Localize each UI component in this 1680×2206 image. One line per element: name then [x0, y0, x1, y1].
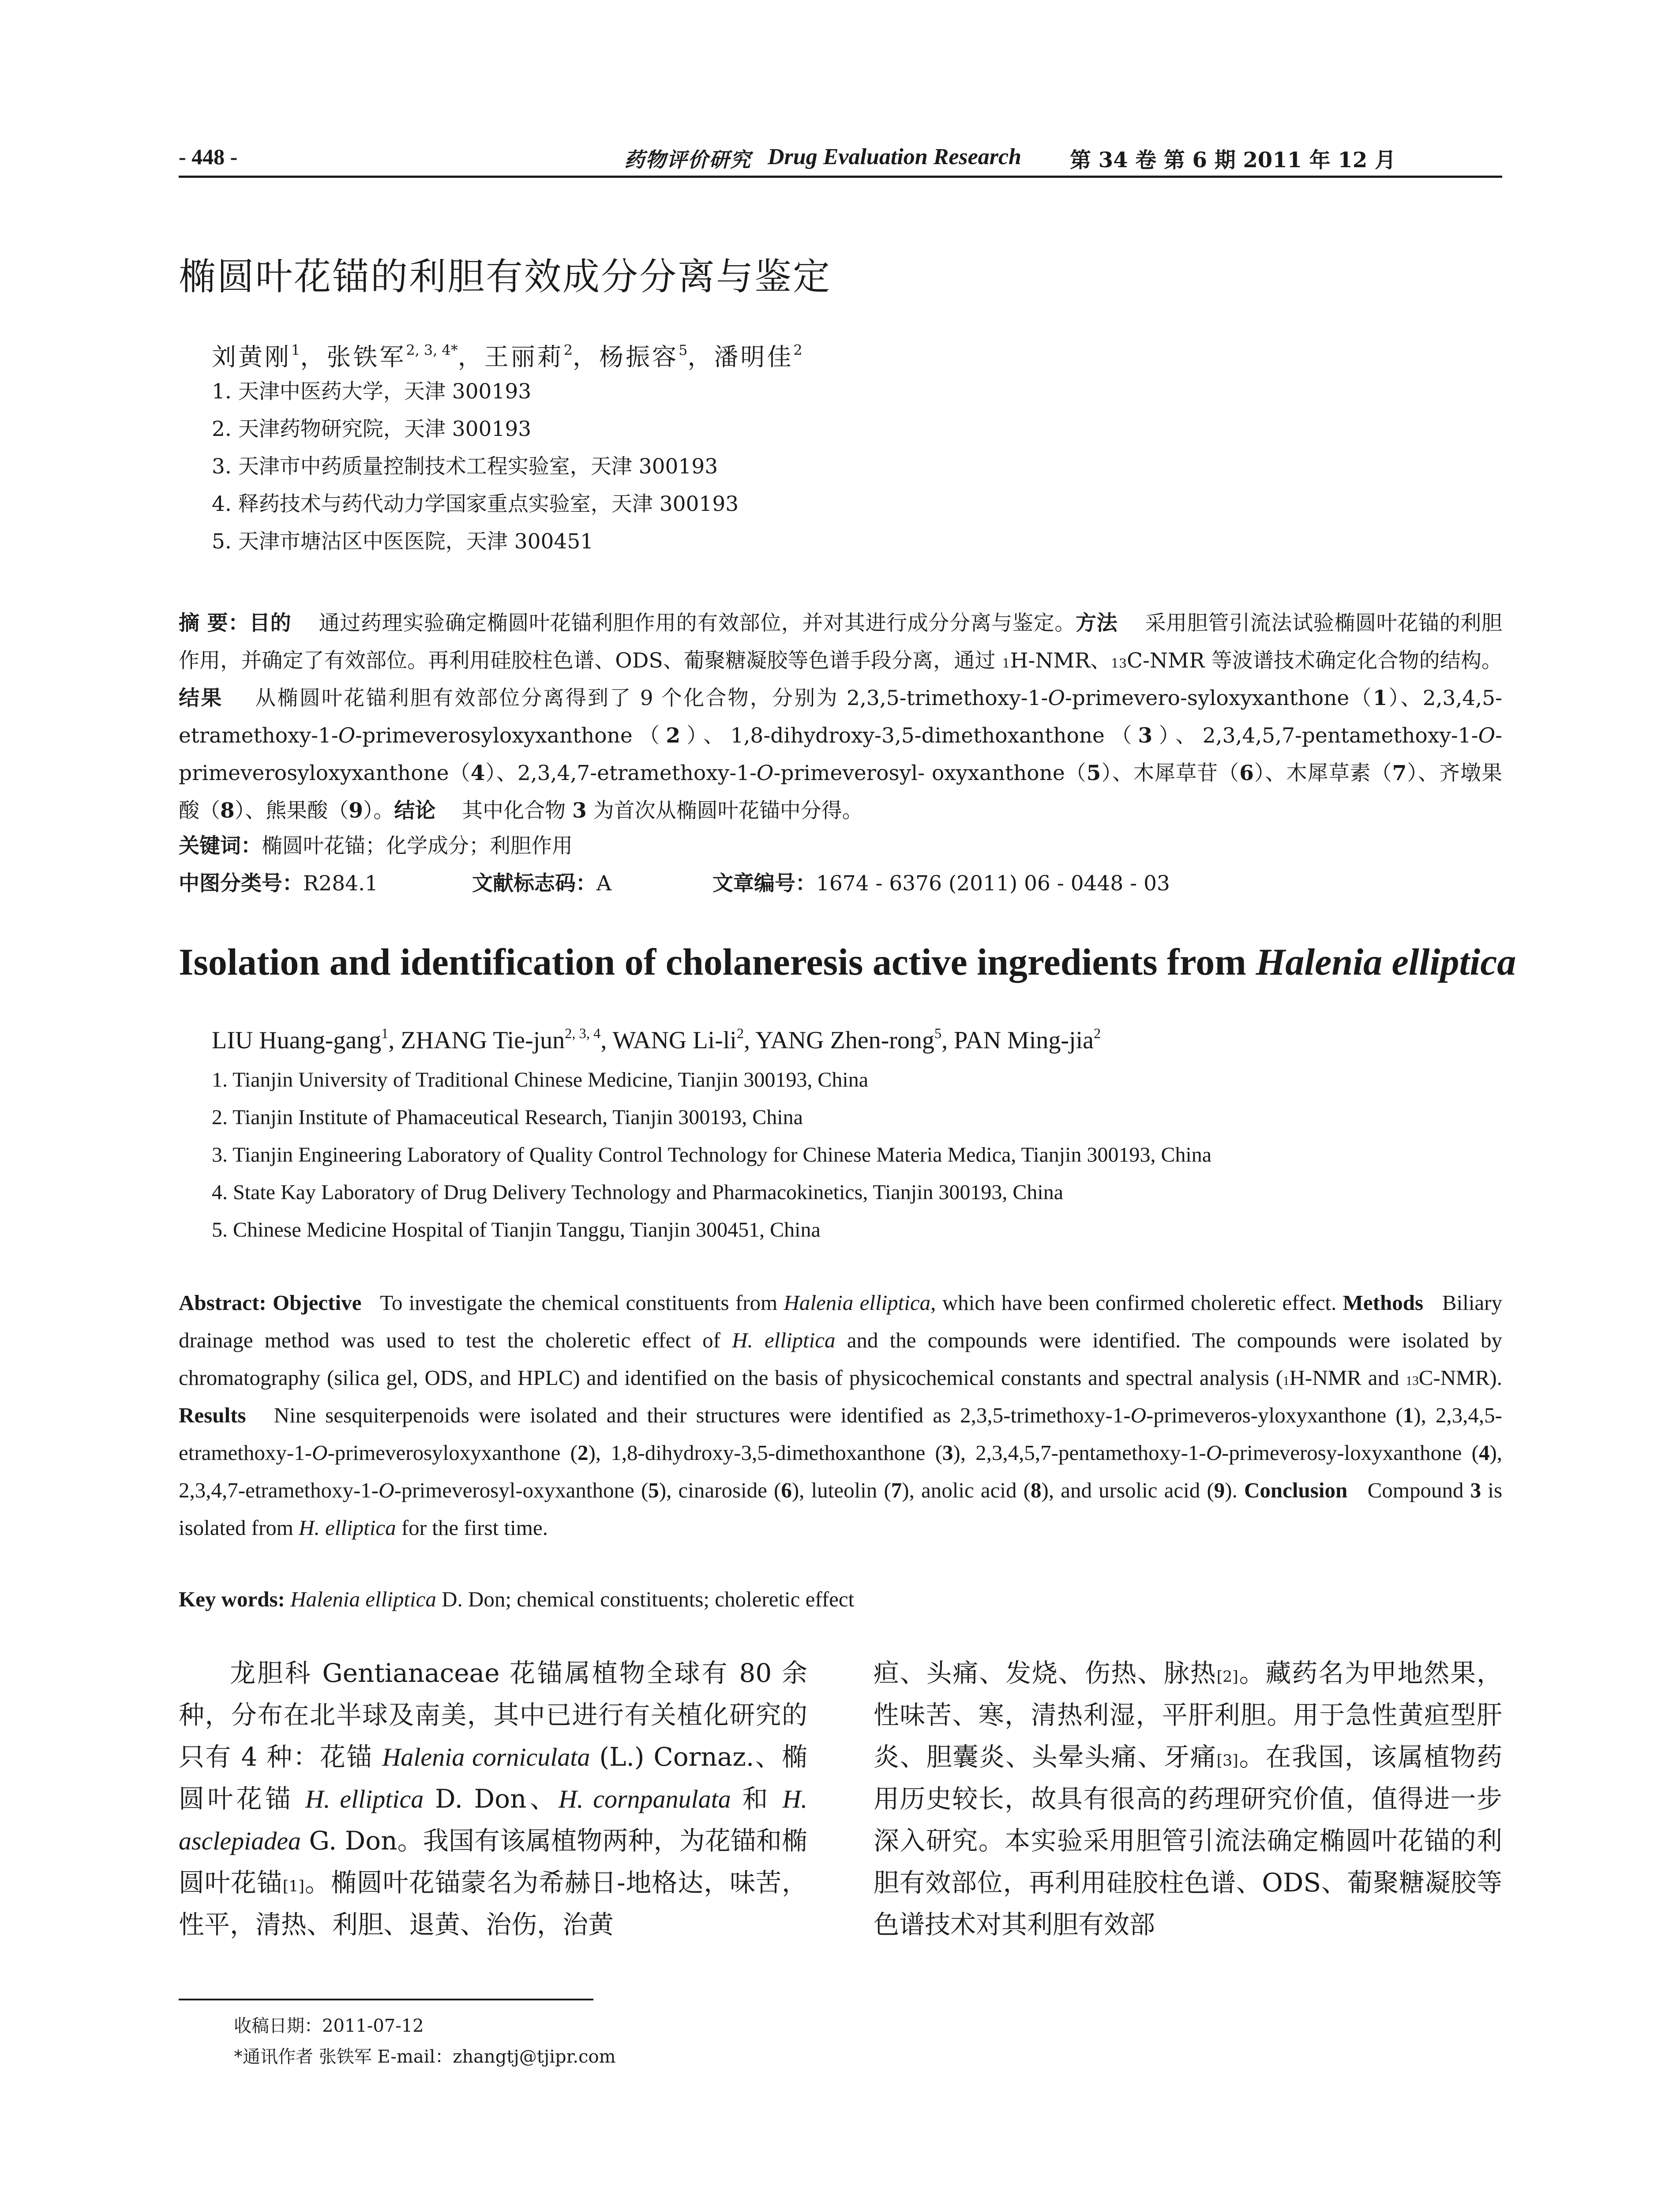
affiliation-item: 1. 天津中医药大学，天津 300193 [212, 379, 532, 404]
article-no-label: 文章编号： [712, 871, 816, 896]
keywords-text: D. Don; chemical constituents; choleretic effect [436, 1587, 855, 1611]
compound-number: 3 [1138, 724, 1153, 748]
compound-number: 3 [572, 799, 587, 823]
results-text: -primeverosyl-oxyxanthone ( [394, 1478, 649, 1502]
species-name: H. elliptica [305, 1785, 424, 1813]
conclusion-text: 其中化合物 [462, 799, 573, 823]
methods-label: Methods [1342, 1291, 1424, 1315]
objective-label: 目的 [249, 611, 292, 635]
clc-label: 中图分类号： [179, 871, 303, 896]
results-text: ）、1,8-dihydroxy-3,5-dimethoxanthone（ [680, 724, 1138, 748]
affiliation-item: 5. Chinese Medicine Hospital of Tianjin Tanggu, Tianjin 300451, China [212, 1218, 821, 1242]
results-text: ), cinaroside ( [659, 1478, 781, 1502]
journal-name-en: Drug Evaluation Research [768, 144, 1021, 169]
body-text: 疸、头痛、发烧、伤热、脉热 [874, 1658, 1217, 1688]
classification-line [179, 867, 1502, 898]
author-list-cn: 刘黄刚$^1$，张铁军$^{2, 3, 4*}$，王丽莉$^2$，杨振容$^5$，潘明佳$^2$ [212, 341, 802, 371]
header-rule [179, 176, 1502, 178]
results-text: -primeverosyloxyxanthone ( [327, 1441, 578, 1465]
italic-o: O [1478, 724, 1496, 748]
compound-number: 8 [1031, 1478, 1042, 1502]
objective-text: 通过药理实验确定椭圆叶花锚利胆作用的有效部位，并对其进行成分分离与鉴定。 [319, 611, 1076, 635]
affiliation-item: 4. 释药技术与药代动力学国家重点实验室，天津 300193 [212, 492, 739, 516]
results-text: -primeverosy-loxyxanthone ( [1222, 1441, 1479, 1465]
page-number: - 448 - [179, 144, 238, 169]
compound-number: 1 [1372, 686, 1388, 710]
results-text: -primeverosyloxyxanthone（ [355, 724, 666, 748]
article-title-en [179, 940, 1516, 984]
author-affiliation-mark: 2 [736, 1026, 744, 1042]
compound-number: 3 [942, 1441, 953, 1465]
abstract-label: Abstract: [179, 1291, 266, 1315]
abstract-en [179, 1284, 1502, 1546]
keywords-en [179, 1587, 854, 1612]
species-name: H. cornpanulata [559, 1785, 731, 1813]
results-text: ), 2,3,4,5,7-pentamethoxy-1- [953, 1441, 1206, 1465]
body-text: 龙胆科 Gentianaceae 花锚属植物全球有 80 余种，分布在北半球及南美，其中已进行有关植化研究的只有 4 种：花锚 [179, 1658, 807, 1772]
compound-number: 2 [666, 724, 681, 748]
citation-ref: [2] [1216, 1668, 1238, 1686]
author-affiliation-mark: 2, 3, 4 [565, 1026, 601, 1042]
conclusion-text: Compound [1367, 1478, 1470, 1502]
compound-number: 2 [577, 1441, 589, 1465]
affiliation-item: 2. Tianjin Institute of Phamaceutical Research, Tianjin 300193, China [212, 1106, 803, 1129]
superscript: 1 [1002, 656, 1010, 671]
author-affiliation-mark: 5 [934, 1026, 942, 1042]
results-label: Results [179, 1403, 246, 1427]
results-text: ）、木犀草素（ [1253, 761, 1392, 785]
methods-text: H-NMR and [1289, 1366, 1406, 1390]
body-text: 。在我国，该属植物药用历史较长，故具有很高的药理研究价值，值得进一步深入研究。本实验采用胆管引流法确定椭圆叶花锚的利胆有效部位，再利用硅胶柱色谱、ODS、葡聚糖凝胶等色谱技术对其利胆有效部 [874, 1742, 1502, 1940]
superscript: 13 [1111, 656, 1127, 671]
footnote-rule [179, 1999, 593, 2000]
objective-text: To investigate the chemical constituents from [380, 1291, 784, 1315]
results-text: ）、熊果酸（ [234, 799, 349, 823]
italic-o: O [1206, 1441, 1222, 1465]
author-name: WANG Li-li [612, 1026, 737, 1054]
methods-text: H-NMR、 [1010, 649, 1111, 673]
doc-code-label: 文献标志码： [472, 871, 596, 896]
results-text: ), 1,8-dihydroxy-3,5-dimethoxanthone ( [588, 1441, 942, 1465]
body-column-left [179, 1652, 807, 1946]
author-name: 刘黄刚 [212, 343, 292, 371]
species-name: Halenia elliptica [290, 1587, 436, 1611]
results-text: ）、木犀草苷（ [1101, 761, 1240, 785]
author-affiliation-mark: 5 [679, 341, 688, 359]
methods-label: 方法 [1075, 611, 1118, 635]
species-name: Halenia corniculata [382, 1743, 590, 1771]
results-text: ), 2,3,4,5-etramethoxy-1- [179, 1403, 1502, 1465]
received-value: 2011-07-12 [322, 2016, 424, 2036]
keywords-label: Key words: [179, 1587, 285, 1611]
running-header [179, 140, 1502, 176]
results-text: ）。 [363, 799, 394, 823]
author-name: PAN Ming-jia [954, 1026, 1094, 1054]
compound-number: 5 [648, 1478, 659, 1502]
affiliation-item: 1. Tianjin University of Traditional Chinese Medicine, Tianjin 300193, China [212, 1068, 869, 1092]
italic-o: O [1048, 686, 1065, 710]
compound-number: 4 [1478, 1441, 1490, 1465]
species-name: Halenia elliptica [784, 1291, 931, 1315]
compound-number: 5 [1086, 761, 1101, 785]
title-species: Halenia elliptica [1256, 941, 1516, 983]
compound-number: 8 [220, 799, 235, 823]
methods-text: C-NMR 等波谱技术确定化合物的结构。 [1127, 649, 1502, 673]
author-name: YANG Zhen-rong [755, 1026, 934, 1054]
author-name: LIU Huang-gang [212, 1026, 382, 1054]
conclusion-text: is isolated from [179, 1478, 1503, 1540]
italic-o: O [312, 1441, 328, 1465]
author-affiliation-mark: 2 [1094, 1026, 1101, 1042]
results-text: Nine sesquiterpenoids were isolated and their structures were identified as 2,3,5-trimethoxy-1- [274, 1403, 1131, 1427]
affiliation-item: 4. State Kay Laboratory of Drug Delivery Technology and Pharmacokinetics, Tianjin 300193, China [212, 1181, 1064, 1204]
body-column-right [874, 1652, 1502, 1946]
results-text: ）、齐墩果酸（ [179, 761, 1503, 823]
affiliation-item: 3. 天津市中药质量控制技术工程实验室，天津 300193 [212, 454, 718, 479]
objective-label: Objective [272, 1291, 362, 1315]
doc-code-field [472, 867, 611, 897]
body-text: 。藏药名为甲地然果，性味苦、寒，清热利湿，平肝利胆。用于急性黄疸型肝炎、胆囊炎、头晕头痛、牙痛 [874, 1658, 1502, 1772]
received-label: 收稿日期： [234, 2016, 322, 2036]
compound-number: 6 [1239, 761, 1254, 785]
doc-code-value: A [596, 871, 611, 896]
superscript: 13 [1406, 1374, 1419, 1388]
author-affiliation-mark: 2 [563, 341, 573, 359]
author-affiliation-mark: 1 [381, 1026, 389, 1042]
citation-ref: [3] [1216, 1752, 1238, 1770]
abstract-label: 摘 要： [179, 611, 249, 635]
results-text: ）、2,3,4,5,7-pentamethoxy-1- [1152, 724, 1478, 748]
author-name: 杨振容 [599, 343, 679, 371]
results-text: -primevero-syloxyxanthone（ [1065, 686, 1373, 710]
journal-logo-cn: 药物评价研究 [624, 148, 751, 172]
clc-value: R284.1 [303, 871, 378, 896]
italic-o: O [756, 761, 774, 785]
methods-text: Biliary drainage method was used to test the choleretic effect of [179, 1291, 1502, 1352]
conclusion-text: 为首次从椭圆叶花锚中分得。 [586, 799, 863, 823]
title-text: Isolation and identification of cholaneresis active ingredients from [179, 941, 1256, 983]
author-name: 张铁军 [326, 343, 406, 371]
article-title-cn: 椭圆叶花锚的利胆有效成分分离与鉴定 [179, 255, 832, 298]
compound-number: 9 [349, 799, 363, 823]
compound-number: 9 [1214, 1478, 1225, 1502]
body-text: (L.) Cornaz.、椭圆叶花锚 [179, 1742, 807, 1814]
species-name: H. elliptica [299, 1516, 396, 1540]
results-text: -primeveros-yloxyxanthone ( [1146, 1403, 1403, 1427]
methods-text: 采用胆管引流法试验椭圆叶花锚的利胆作用，并确定了有效部位。再利用硅胶柱色谱、ODS、葡聚糖凝胶等色谱手段分离，通过 [179, 611, 1502, 673]
italic-o: O [379, 1478, 394, 1502]
author-list-en: LIU Huang-gang$^1$, ZHANG Tie-jun$^{2, 3, 4}$, WANG $Li-li^2$, YANG Zhen-rong$^5$, PAN Ming-jia$^2$ [212, 1026, 1101, 1054]
italic-o: O [338, 724, 356, 748]
author-name: ZHANG Tie-jun [401, 1026, 565, 1054]
affiliation-item: 5. 天津市塘沽区中医医院，天津 300451 [212, 529, 594, 554]
italic-o: O [1130, 1403, 1147, 1427]
compound-number: 7 [1392, 761, 1407, 785]
results-text: ). [1225, 1478, 1238, 1502]
conclusion-text: for the first time. [396, 1516, 548, 1540]
author-name: 潘明佳 [714, 343, 794, 371]
citation-ref: [1] [282, 1878, 304, 1895]
corresponding-author [234, 2043, 616, 2068]
results-label: 结果 [179, 686, 223, 710]
abstract-cn [179, 604, 1502, 829]
keywords-label: 关键词： [179, 834, 262, 858]
results-text: ), anolic acid ( [902, 1478, 1031, 1502]
compound-number: 3 [1470, 1478, 1481, 1502]
received-date [234, 2012, 424, 2037]
clc-field [179, 867, 378, 897]
conclusion-label: 结论 [394, 799, 436, 823]
issue-info: 第 34 卷 第 6 期 2011 年 12 月 [1070, 148, 1396, 173]
compound-number: 6 [781, 1478, 792, 1502]
article-no-value: 1674 - 6376 (2011) 06 - 0448 - 03 [816, 871, 1170, 896]
species-name: H. elliptica [732, 1328, 836, 1352]
affiliation-item: 2. 天津药物研究院，天津 300193 [212, 417, 532, 441]
objective-text: , which have been confirmed choleretic effect. [930, 1291, 1337, 1315]
corresponding-value: 张铁军 E-mail：zhangtj@tjipr.com [313, 2047, 616, 2067]
keywords-cn [179, 829, 573, 859]
results-text: ), luteolin ( [791, 1478, 891, 1502]
compound-number: 7 [891, 1478, 902, 1502]
body-text: 。椭圆叶花锚蒙名为希赫日-地格达，味苦，性平，清热、利胆、退黄、治伤，治黄 [179, 1868, 807, 1940]
compound-number: 4 [470, 761, 485, 785]
article-no-field [712, 867, 1170, 897]
author-name: 王丽莉 [484, 343, 564, 371]
results-text: -primeverosyloxyxanthone（ [179, 724, 1503, 785]
keywords-text: 椭圆叶花锚；化学成分；利胆作用 [262, 834, 573, 858]
methods-text: and the compounds were identified. The compounds were isolated by chromatography (silica gel, ODS, and HPLC) and identified on the basis of physicochemical constants and spectral analysis ( [179, 1328, 1502, 1390]
body-text: D. Don、 [424, 1784, 559, 1814]
superscript: 1 [1282, 1374, 1290, 1388]
body-text: 和 [731, 1784, 783, 1814]
affiliation-item: 3. Tianjin Engineering Laboratory of Quality Control Technology for Chinese Materia Medica, Tianjin 300193, China [212, 1143, 1212, 1167]
methods-text: C-NMR). [1418, 1366, 1503, 1390]
species-name: H. asclepiadea [179, 1785, 807, 1855]
results-text: ), 2,3,4,7-etramethoxy-1- [179, 1441, 1503, 1502]
results-text: ）、2,3,4,5-etramethoxy-1- [179, 686, 1503, 748]
author-affiliation-mark: 2, 3, 4* [406, 341, 458, 359]
results-text: -primeverosyl- oxyxanthone（ [773, 761, 1087, 785]
corresponding-label: *通讯作者 [234, 2047, 313, 2067]
body-text: G. Don。我国有该属植物两种，为花锚和椭圆叶花锚 [179, 1826, 807, 1898]
results-text: ）、2,3,4,7-etramethoxy-1- [485, 761, 757, 785]
author-affiliation-mark: 2 [793, 341, 802, 359]
conclusion-label: Conclusion [1244, 1478, 1348, 1502]
compound-number: 1 [1402, 1403, 1414, 1427]
results-text: ), and ursolic acid ( [1041, 1478, 1214, 1502]
results-text: 从椭圆叶花锚利胆有效部位分离得到了 9 个化合物，分别为 2,3,5-trimethoxy-1- [255, 686, 1048, 710]
author-affiliation-mark: 1 [291, 341, 300, 359]
